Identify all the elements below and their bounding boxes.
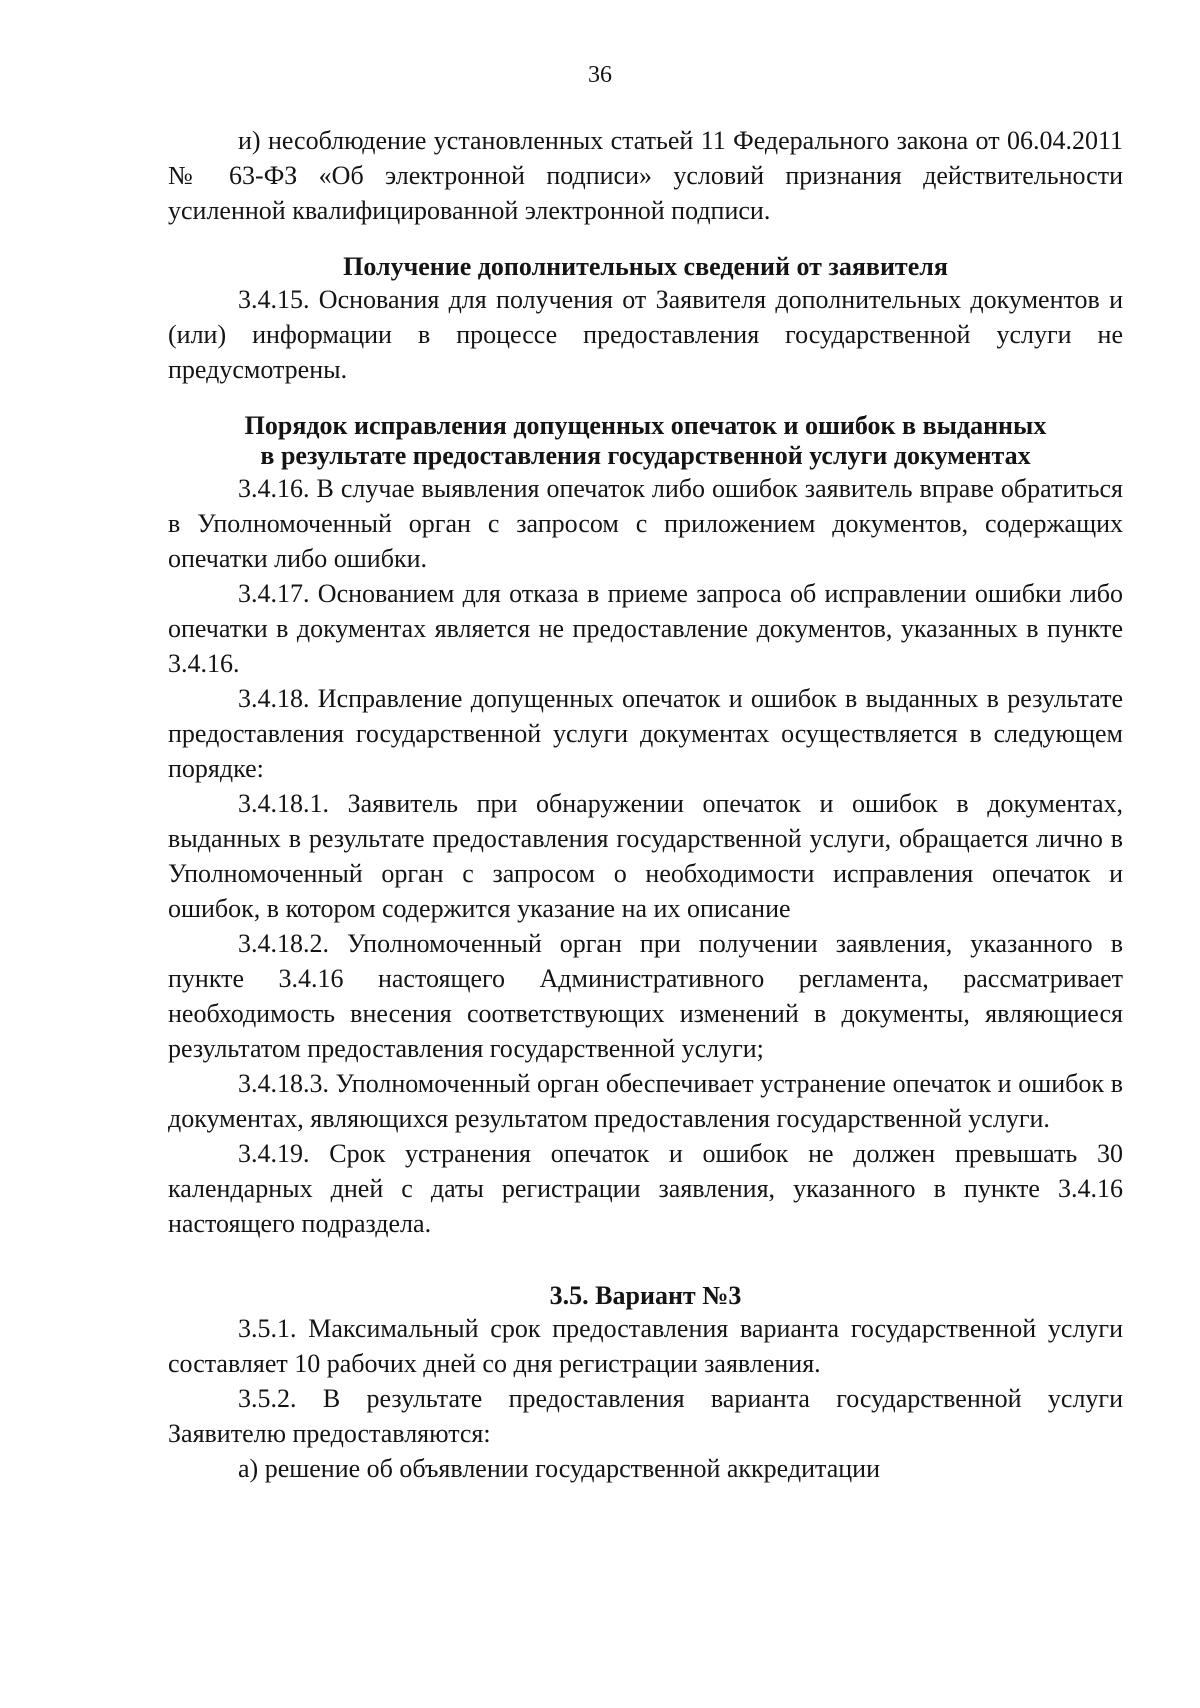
spacer — [168, 1241, 1123, 1281]
paragraph-3-5-1: 3.5.1. Максимальный срок предоставления варианта государственной услуги составляет 10 рабочих дней со дня регистрации заявления. — [168, 1314, 1123, 1378]
spacer — [168, 228, 1123, 252]
heading-line-1: Порядок исправления допущенных опечаток и ошибок в выданных — [244, 411, 1047, 440]
spacer — [168, 387, 1123, 411]
paragraph-3-4-15: 3.4.15. Основания для получения от Заявителя дополнительных документов и (или) информации в процессе предоставления государственной услуги не предусмотрены. — [168, 285, 1123, 384]
page-number: 36 — [588, 62, 612, 88]
paragraph-3-4-18-3: 3.4.18.3. Уполномоченный орган обеспечивает устранение опечаток и ошибок в документах, являющихся результатом предоставления государственной услуги. — [168, 1069, 1123, 1133]
heading-line-2: в результате предоставления государственной услуги документах — [260, 441, 1031, 470]
paragraph-item-a: а) решение об объявлении государственной аккредитации — [238, 1454, 880, 1483]
paragraph-3-4-18-2: 3.4.18.2. Уполномоченный орган при получении заявления, указанного в пункте 3.4.16 настоящего Административного регламента, рассматривает необходимость внесения соответствующих изменений в документы, являющиеся результатом предоставления государственной услуги; — [168, 929, 1123, 1063]
paragraph-item-i: и) несоблюдение установленных статьей 11 Федерального закона от 06.04.2011 № 63-ФЗ «Об электронной подписи» условий признания действительности усиленной квалифицированной электронной подписи. — [168, 126, 1123, 225]
paragraph-3-4-19: 3.4.19. Срок устранения опечаток и ошибок не должен превышать 30 календарных дней с даты регистрации заявления, указанного в пункте 3.4.16 настоящего подраздела. — [168, 1139, 1123, 1238]
document-body — [168, 123, 1123, 1486]
paragraph-3-4-16: 3.4.16. В случае выявления опечаток либо ошибок заявитель вправе обратиться в Уполномоченный орган с запросом с приложением документов, содержащих опечатки либо ошибки. — [168, 474, 1123, 573]
paragraph-3-5-2: 3.5.2. В результате предоставления варианта государственной услуги Заявителю предоставляются: — [168, 1384, 1123, 1448]
paragraph-3-4-18-1: 3.4.18.1. Заявитель при обнаружении опечаток и ошибок в документах, выданных в результате предоставления государственной услуги, обращается лично в Уполномоченный орган с запросом о необходимости исправления опечаток и ошибок, в котором содержится указание на их описание — [168, 789, 1123, 923]
section-heading-variant-3: 3.5. Вариант №3 — [549, 1281, 742, 1310]
section-heading-additional-info: Получение дополнительных сведений от заявителя — [343, 252, 948, 281]
paragraph-3-4-18: 3.4.18. Исправление допущенных опечаток и ошибок в выданных в результате предоставления государственной услуги документах осуществляется в следующем порядке: — [168, 684, 1123, 783]
paragraph-3-4-17: 3.4.17. Основанием для отказа в приеме запроса об исправлении ошибки либо опечатки в документах является не предоставление документов, указанных в пункте 3.4.16. — [168, 579, 1123, 678]
section-heading-corrections — [168, 411, 1123, 471]
